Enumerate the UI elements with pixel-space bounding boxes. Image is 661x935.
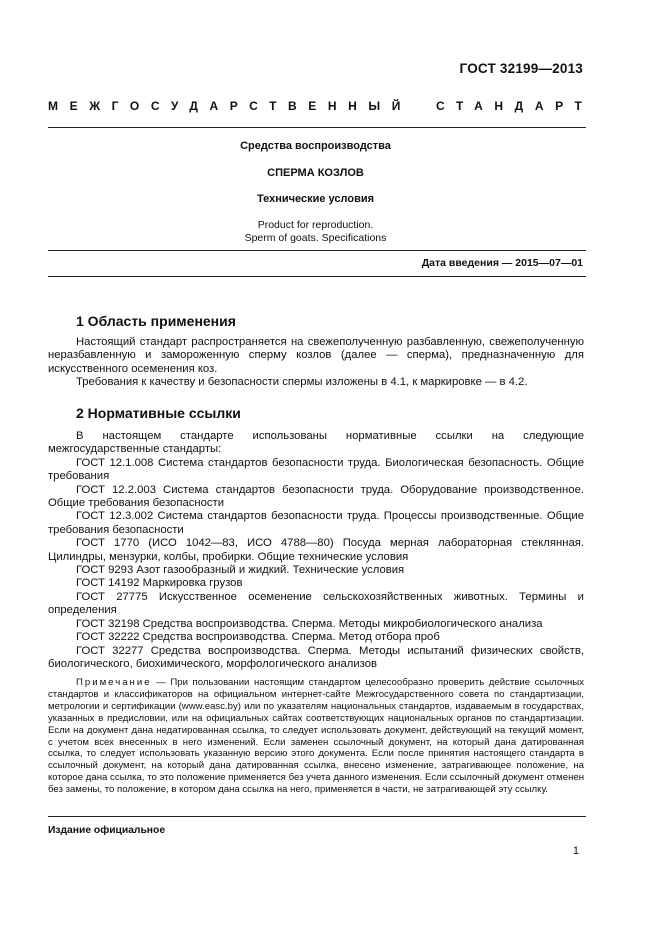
reference-item: ГОСТ 1770 (ИСО 1042—83, ИСО 4788—80) Посуда мерная лабораторная стеклянная. Цилиндры, мензурки, колбы, пробирки. Общие технические условия (48, 537, 584, 563)
note-text: — При пользовании настоящим стандартом целесообразно проверить действие ссылочных стандартов и классификаторов на официальном интернет-сайте Межгосударственного совета по стандартизации, метрологии и сертификации (www.easc.by) или по указателям национальных стандартов, издаваемым в государствах, указанных в предисловии, или на официальных сайтах соответствующих национальных органов по стандартизации. Если на документ дана недатированная ссылка, то следует использовать документ, действующий на текущий момент, с учетом всех внесенных в него изменений. Если заменен ссылочный документ, на который дана датированная ссылка, то следует использовать указанную версию этого документа. Если после принятия настоящего стандарта в ссылочный документ, на который дана датированная ссылка, внесено изменение, затрагивающее положение, на которое дана ссылка, то это положение применяется без учета данного изменения. Если ссылочный документ отменен без замены, то положение, в котором дана ссылка на него, применяется в части, не затрагивающей эту ссылку. (48, 677, 584, 796)
title-divider (48, 250, 586, 251)
intro-date: Дата введения — 2015—07—01 (421, 257, 583, 269)
gost-number: ГОСТ 32199—2013 (459, 61, 583, 76)
section2-body (48, 430, 584, 671)
date-divider (48, 276, 586, 277)
footer-divider (48, 816, 586, 817)
reference-item: ГОСТ 14192 Маркировка грузов (76, 577, 243, 590)
reference-item: ГОСТ 12.1.008 Система стандартов безопасности труда. Биологическая безопасность. Общие требования (48, 456, 584, 483)
title-english-line1: Product for reproduction. (257, 219, 374, 231)
reference-item: ГОСТ 12.3.002 Система стандартов безопасности труда. Процессы производственные. Общие требования безопасности (48, 510, 584, 536)
section1-heading: 1 Область применения (76, 313, 236, 329)
note-label: Примечание (76, 677, 152, 688)
reference-item: ГОСТ 32222 Средства воспроизводства. Сперма. Метод отбора проб (76, 631, 440, 644)
title-subtitle: Технические условия (256, 193, 375, 205)
page-number: 1 (572, 845, 579, 857)
title-category: Средства воспроизводства (240, 140, 391, 152)
section2-intro: В настоящем стандарте использованы нормативные ссылки на следующие межгосударственные стандарты: (48, 430, 584, 456)
reference-item: ГОСТ 27775 Искусственное осеменение сельскохозяйственных животных. Термины и определения (48, 590, 584, 617)
standard-label: СТАНДАРТ (436, 99, 594, 113)
interstate-label: МЕЖГОСУДАРСТВЕННЫЙ (48, 99, 412, 113)
section1-paragraph-2: Требования к качеству и безопасности спермы изложены в 4.1, к маркировке — в 4.2. (76, 376, 528, 389)
reference-item: ГОСТ 32277 Средства воспроизводства. Сперма. Методы испытаний физических свойств, биологического, биохимического, морфологического анализов (48, 644, 584, 670)
title-english-line2: Sperm of goats. Specifications (244, 232, 387, 244)
header-divider (48, 127, 586, 128)
reference-item: ГОСТ 12.2.003 Система стандартов безопасности труда. Оборудование производственное. Общие требования безопасности (48, 483, 584, 510)
official-edition-label: Издание официальное (48, 825, 166, 836)
reference-item: ГОСТ 9293 Азот газообразный и жидкий. Технические условия (76, 564, 405, 577)
section1-body (48, 336, 584, 390)
section2-heading: 2 Нормативные ссылки (76, 405, 241, 421)
reference-note (48, 677, 584, 796)
title-name: СПЕРМА КОЗЛОВ (267, 167, 364, 179)
section1-paragraph-1: Настоящий стандарт распространяется на свежеполученную разбавленную, свежеполученную неразбавленную и замороженную сперму козлов (далее — сперма), предназначенную для искусственного осеменения коз. (48, 336, 584, 375)
reference-item: ГОСТ 32198 Средства воспроизводства. Сперма. Методы микробиологического анализа (76, 617, 543, 630)
